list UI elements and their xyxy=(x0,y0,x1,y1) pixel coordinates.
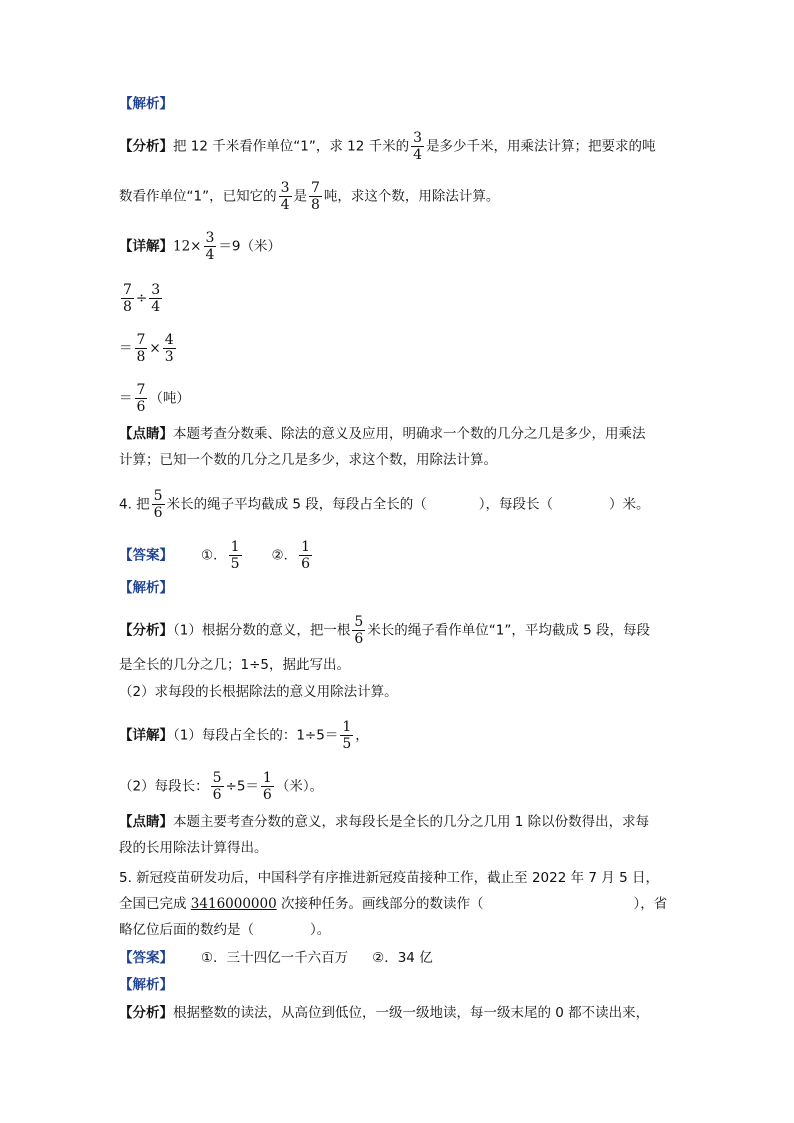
analysis-paragraph-line xyxy=(119,181,499,212)
answer-tag: 【答案】 xyxy=(119,950,173,966)
fraction-7-6 xyxy=(135,383,148,414)
numerator: 1 xyxy=(301,539,311,555)
text-span: 把 12 千米看作单位“1”，求 12 千米的 xyxy=(173,138,410,155)
text-span: 略亿位后面的数约是（ xyxy=(119,922,254,938)
text-span: （1）每段占全长的：1÷5＝ xyxy=(173,727,339,744)
math-step-line xyxy=(119,283,164,314)
denominator: 5 xyxy=(230,556,240,572)
text-span: （2）每段长： xyxy=(119,778,209,795)
numerator: 1 xyxy=(342,719,352,735)
analysis-paragraph-line xyxy=(119,131,656,162)
question-5-stem xyxy=(119,920,330,940)
answer-fraction-2 xyxy=(299,540,312,571)
denominator: 6 xyxy=(136,399,146,415)
text-span: ÷5＝ xyxy=(225,778,259,795)
analysis-paragraph-line: （2）求每段的长根据除法的意义用除法计算。 xyxy=(119,684,398,700)
numerator: 3 xyxy=(413,130,423,146)
key-point-line xyxy=(119,424,646,444)
numerator: 3 xyxy=(151,282,161,298)
detail-line xyxy=(119,720,369,751)
numerator: 7 xyxy=(136,382,146,398)
analysis-tag: 【分析】 xyxy=(119,622,173,639)
text-span: （米）。 xyxy=(275,778,324,795)
text-span: 本题考查分数乘、除法的意义及应用，明确求一个数的几分之几是多少，用乘法 xyxy=(173,426,646,442)
answer-tag: 【答案】 xyxy=(119,547,173,564)
key-point-line: 计算；已知一个数的几分之几是多少，求这个数，用除法计算。 xyxy=(119,452,497,468)
question-4-stem xyxy=(119,489,650,520)
detail-line xyxy=(119,771,323,802)
numerator: 7 xyxy=(311,180,320,196)
denominator: 4 xyxy=(205,247,215,263)
numerator: 1 xyxy=(230,539,240,555)
detail-tag: 【详解】 xyxy=(119,238,173,255)
analysis-heading: 【解析】 xyxy=(119,580,173,596)
denominator: 8 xyxy=(311,197,320,213)
denominator: 6 xyxy=(153,505,163,521)
text-span: 是 xyxy=(293,188,307,205)
text-span: ），每段长（ xyxy=(478,496,554,513)
text-span: ， xyxy=(355,727,369,744)
text-span: 4. 把 xyxy=(119,496,150,513)
text-span: 本题主要考查分数的意义，求每段长是全长的几分之几用 1 除以份数得出，求每 xyxy=(173,814,650,830)
math-step-line xyxy=(119,333,178,364)
underlined-number: 3416000000 xyxy=(190,896,277,912)
question-5-stem: 5. 新冠疫苗研发功后，中国科学有序推进新冠疫苗接种工作，截止至 2022 年 7 月 5 日， xyxy=(119,870,659,886)
analysis-tag: 【分析】 xyxy=(119,138,173,155)
text-span: 12× xyxy=(173,238,202,255)
math-step-line xyxy=(119,383,190,414)
fraction-5-6 xyxy=(352,615,365,646)
text-span: ）。 xyxy=(310,922,331,938)
answer-line xyxy=(119,540,314,571)
denominator: 4 xyxy=(413,147,423,163)
fraction-1-5 xyxy=(340,720,353,751)
answer-line xyxy=(119,948,433,968)
denominator: 8 xyxy=(136,349,146,365)
numerator: 4 xyxy=(164,332,174,348)
unit-text: （吨） xyxy=(149,390,190,407)
denominator: 6 xyxy=(212,787,222,803)
text-span: （1）根据分数的意义，把一根 xyxy=(173,622,351,639)
numerator: 5 xyxy=(212,770,222,786)
denominator: 5 xyxy=(342,736,352,752)
numerator: 3 xyxy=(280,180,290,196)
fraction-5-6 xyxy=(211,771,224,802)
analysis-heading: 【解析】 xyxy=(119,977,173,993)
text-span: ＝9（米） xyxy=(218,238,282,255)
fraction-7-8 xyxy=(309,181,322,212)
text-span: 吨，求这个数，用除法计算。 xyxy=(323,188,500,205)
numerator: 1 xyxy=(262,770,272,786)
denominator: 6 xyxy=(301,556,311,572)
answer-label: ②． xyxy=(372,950,398,966)
text-span: ）米。 xyxy=(609,496,650,513)
times-sign: × xyxy=(149,340,161,357)
numerator: 3 xyxy=(205,230,215,246)
denominator: 4 xyxy=(151,299,161,315)
text-span: 根据整数的读法，从高位到低位，一级一级地读，每一级末尾的 0 都不读出来， xyxy=(173,1005,650,1021)
analysis-paragraph-line: 是全长的几分之几；1÷5，据此写出。 xyxy=(119,657,350,673)
denominator: 4 xyxy=(280,197,290,213)
answer-text: 三十四亿一千六百万 xyxy=(226,950,349,966)
numerator: 5 xyxy=(354,614,364,630)
text-span: 全国已完成 xyxy=(119,896,191,912)
detail-line xyxy=(119,231,281,262)
text-span: 次接种任务。画线部分的数读作（ xyxy=(276,896,484,912)
fraction-1-6 xyxy=(261,771,274,802)
fraction-3-4 xyxy=(149,283,162,314)
numerator: 7 xyxy=(136,332,146,348)
numerator: 7 xyxy=(123,282,132,298)
key-point-line xyxy=(119,812,649,832)
text-span: 米长的绳子看作单位“1”，平均截成 5 段，每段 xyxy=(367,622,651,639)
analysis-heading: 【解析】 xyxy=(119,96,173,112)
text-span: 是多少千米，用乘法计算；把要求的吨 xyxy=(426,138,656,155)
equals-sign: ＝ xyxy=(119,340,133,357)
question-5-stem xyxy=(119,894,667,914)
answer-label: ②． xyxy=(271,547,298,564)
answer-text: 34 亿 xyxy=(397,950,433,966)
answer-label: ①． xyxy=(201,950,227,966)
key-point-tag: 【点睛】 xyxy=(119,814,173,830)
divide-sign: ÷ xyxy=(135,290,148,307)
fraction-7-8 xyxy=(121,283,134,314)
analysis-tag: 【分析】 xyxy=(119,1005,173,1021)
text-span: 数看作单位“1”，已知它的 xyxy=(119,188,277,205)
answer-label: ①． xyxy=(201,547,227,564)
fraction-3-4 xyxy=(279,181,292,212)
fraction-4-3 xyxy=(163,333,176,364)
key-point-tag: 【点睛】 xyxy=(119,426,173,442)
analysis-paragraph-line xyxy=(119,615,650,646)
fraction-7-8 xyxy=(135,333,148,364)
fraction-5-6 xyxy=(152,489,165,520)
key-point-line: 段的长用除法计算得出。 xyxy=(119,840,268,856)
equals-sign: ＝ xyxy=(119,390,133,407)
detail-tag: 【详解】 xyxy=(119,727,173,744)
denominator: 6 xyxy=(354,631,364,647)
denominator: 8 xyxy=(123,299,132,315)
denominator: 6 xyxy=(262,787,272,803)
numerator: 5 xyxy=(153,488,163,504)
text-span: 米长的绳子平均截成 5 段，每段占全长的（ xyxy=(166,496,427,513)
answer-fraction-1 xyxy=(229,540,242,571)
denominator: 3 xyxy=(164,349,174,365)
fraction-3-4 xyxy=(204,231,217,262)
analysis-paragraph-line xyxy=(119,1003,649,1023)
fraction-3-4 xyxy=(411,131,424,162)
text-span: ），省 xyxy=(633,896,668,912)
